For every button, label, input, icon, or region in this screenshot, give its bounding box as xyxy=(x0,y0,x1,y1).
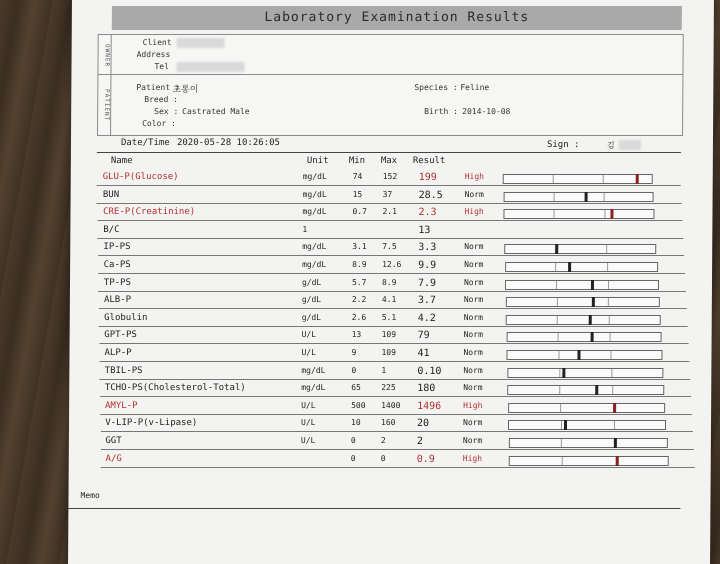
gauge-marker xyxy=(591,280,594,290)
owner-tab: OWNER xyxy=(98,35,111,77)
owner-section xyxy=(97,34,683,78)
gauge-tick xyxy=(554,210,555,218)
gauge-tick xyxy=(561,439,562,447)
result-cell: 2.3 xyxy=(418,207,437,218)
flag-cell: Norm xyxy=(463,348,483,357)
min-cell: 15 xyxy=(352,190,363,199)
result-cell: 20 xyxy=(416,418,430,429)
sex-value: Castrated Male xyxy=(182,107,250,116)
gauge-marker xyxy=(636,174,639,184)
max-cell: 2 xyxy=(380,436,386,445)
range-gauge xyxy=(504,244,656,254)
min-cell: 8.9 xyxy=(352,260,367,269)
species-label: Species : xyxy=(414,83,458,92)
gauge-marker xyxy=(616,456,619,466)
flag-cell: Norm xyxy=(462,436,483,445)
flag-cell: Norm xyxy=(463,383,483,392)
test-name: V-LIP-P(v-Lipase) xyxy=(105,418,198,428)
flag-cell: High xyxy=(462,454,483,463)
client-label: Client xyxy=(142,38,172,47)
gauge-tick xyxy=(612,386,613,394)
address-label: Address xyxy=(136,50,171,59)
flag-cell: High xyxy=(464,172,485,181)
row-divider xyxy=(101,449,694,450)
gauge-tick xyxy=(608,298,609,306)
column-unit: Unit xyxy=(306,156,329,166)
test-name: Ca-PS xyxy=(103,260,131,270)
gauge-tick xyxy=(561,421,562,429)
patient-tab: PATIENT xyxy=(98,75,111,135)
gauge-tick xyxy=(557,298,558,306)
gauge-tick xyxy=(614,421,615,429)
color-label: Color : xyxy=(142,119,176,128)
range-gauge xyxy=(508,420,666,430)
row-divider xyxy=(98,291,686,292)
gauge-marker xyxy=(588,315,591,325)
flag-cell: Norm xyxy=(462,418,483,427)
row-divider xyxy=(97,220,682,221)
gauge-tick xyxy=(558,333,559,341)
min-cell: 5.7 xyxy=(351,278,367,287)
column-max: Max xyxy=(380,156,398,166)
test-name: TP-PS xyxy=(103,278,131,288)
test-name: CRE-P(Creatinine) xyxy=(103,207,196,217)
gauge-tick xyxy=(560,404,561,412)
test-name: A/G xyxy=(105,454,122,464)
unit-cell: g/dL xyxy=(301,295,322,304)
range-gauge xyxy=(503,174,653,184)
range-gauge xyxy=(505,297,659,307)
gauge-tick xyxy=(610,333,611,341)
datetime-value: 2020-05-28 10:26:05 xyxy=(176,138,280,148)
unit-cell: mg/dL xyxy=(302,172,327,181)
result-cell: 199 xyxy=(418,172,437,183)
result-cell: 0.10 xyxy=(417,366,442,377)
range-gauge xyxy=(507,385,664,395)
patient-name: 초롱이 xyxy=(172,85,199,95)
birth-value: 2014-10-08 xyxy=(462,107,511,116)
test-name: GLU-P(Glucose) xyxy=(102,172,179,182)
gauge-tick xyxy=(603,175,604,183)
test-name: TBIL-PS xyxy=(104,366,143,376)
result-cell: 3.7 xyxy=(417,295,436,306)
gauge-tick xyxy=(604,193,605,201)
max-cell: 8.9 xyxy=(381,278,397,287)
range-gauge xyxy=(508,403,666,413)
unit-cell: U/L xyxy=(300,418,316,427)
gauge-tick xyxy=(558,351,559,359)
sign-value: 김 xyxy=(606,141,615,150)
range-gauge xyxy=(506,315,661,325)
unit-cell: mg/dL xyxy=(301,383,326,392)
test-name: IP-PS xyxy=(103,242,131,252)
species-value: Feline xyxy=(460,83,490,92)
gauge-tick xyxy=(559,386,560,394)
redacted-tel xyxy=(176,62,244,72)
gauge-marker xyxy=(611,209,614,219)
range-gauge xyxy=(505,280,659,290)
unit-cell: U/L xyxy=(300,436,316,445)
column-result: Result xyxy=(412,156,446,166)
range-gauge xyxy=(503,192,654,202)
gauge-tick xyxy=(611,369,612,377)
row-divider xyxy=(98,273,685,274)
min-cell: 0 xyxy=(350,454,356,463)
test-name: B/C xyxy=(103,225,120,235)
max-cell: 4.1 xyxy=(381,295,397,304)
gauge-marker xyxy=(596,385,599,395)
max-cell: 0 xyxy=(380,454,386,463)
gauge-tick xyxy=(611,351,612,359)
max-cell: 37 xyxy=(382,190,393,199)
max-cell: 225 xyxy=(381,383,396,392)
min-cell: 65 xyxy=(351,383,361,392)
max-cell: 160 xyxy=(380,418,396,427)
range-gauge xyxy=(506,350,662,360)
range-gauge xyxy=(503,209,654,219)
min-cell: 3.1 xyxy=(352,242,367,251)
result-cell: 13 xyxy=(418,225,431,236)
gauge-marker xyxy=(555,244,558,254)
test-name: AMYL-P xyxy=(104,401,138,411)
test-name: GGT xyxy=(105,436,122,446)
gauge-tick xyxy=(609,316,610,324)
flag-cell: High xyxy=(464,207,484,216)
test-name: TCHO-PS(Cholesterol-Total) xyxy=(104,383,246,393)
unit-cell: 1 xyxy=(302,225,308,234)
gauge-tick xyxy=(559,369,560,377)
result-cell: 2 xyxy=(416,436,423,447)
range-gauge xyxy=(507,368,664,378)
flag-cell: Norm xyxy=(463,295,484,304)
result-cell: 4.2 xyxy=(417,313,436,324)
unit-cell: g/dL xyxy=(301,278,322,287)
min-cell: 0 xyxy=(351,366,357,375)
gauge-tick xyxy=(607,263,608,271)
row-divider xyxy=(97,185,681,186)
max-cell: 1 xyxy=(381,366,387,375)
max-cell: 109 xyxy=(381,330,397,339)
unit-cell: mg/dL xyxy=(302,190,327,199)
flag-cell: Norm xyxy=(463,278,484,287)
column-name: Name xyxy=(110,156,133,166)
flag-cell: Norm xyxy=(464,260,484,269)
result-cell: 0.9 xyxy=(416,454,435,465)
max-cell: 5.1 xyxy=(381,313,397,322)
row-divider xyxy=(101,467,695,468)
unit-cell: mg/dL xyxy=(301,366,326,375)
min-cell: 10 xyxy=(350,418,361,427)
max-cell: 2.1 xyxy=(382,207,397,216)
unit-cell: U/L xyxy=(301,330,317,339)
result-cell: 7.9 xyxy=(417,278,437,289)
min-cell: 13 xyxy=(351,330,362,339)
gauge-tick xyxy=(555,263,556,271)
row-divider xyxy=(100,379,691,380)
row-divider xyxy=(99,343,688,344)
result-cell: 41 xyxy=(417,348,430,359)
max-cell: 152 xyxy=(382,172,398,181)
gauge-marker xyxy=(592,297,595,307)
row-divider xyxy=(101,431,693,432)
min-cell: 0 xyxy=(350,436,356,445)
result-cell: 180 xyxy=(417,383,436,394)
row-divider xyxy=(98,255,684,256)
row-divider xyxy=(100,414,692,415)
unit-cell: U/L xyxy=(301,401,316,410)
gauge-tick xyxy=(604,210,605,218)
gauge-marker xyxy=(590,332,593,342)
result-cell: 28.5 xyxy=(418,190,443,201)
sex-label: Sex : xyxy=(154,107,179,116)
result-cell: 1496 xyxy=(417,401,442,412)
min-cell: 9 xyxy=(351,348,357,357)
test-name: ALB-P xyxy=(103,295,132,305)
gauge-marker xyxy=(562,368,565,378)
flag-cell: High xyxy=(463,401,483,410)
patient-label: Patient : xyxy=(136,83,180,92)
min-cell: 2.6 xyxy=(351,313,367,322)
sign-label: Sign : xyxy=(546,140,580,150)
redacted-client xyxy=(177,38,225,48)
row-divider xyxy=(97,238,683,239)
unit-cell: mg/dL xyxy=(302,260,327,269)
unit-cell: U/L xyxy=(301,348,316,357)
max-cell: 7.5 xyxy=(382,242,397,251)
gauge-tick xyxy=(562,457,563,465)
result-cell: 9.9 xyxy=(418,260,437,271)
test-name: GPT-PS xyxy=(104,330,137,340)
redacted-signature xyxy=(619,140,641,150)
header-rule xyxy=(97,152,681,153)
flag-cell: Norm xyxy=(463,330,483,339)
gauge-tick xyxy=(557,316,558,324)
gauge-tick xyxy=(608,281,609,289)
range-gauge xyxy=(505,262,658,272)
report-title: Laboratory Examination Results xyxy=(112,6,682,30)
row-divider xyxy=(99,308,687,309)
row-divider xyxy=(100,396,691,397)
max-cell: 1400 xyxy=(381,401,401,410)
breed-label: Breed : xyxy=(144,95,179,104)
gauge-marker xyxy=(614,438,617,448)
gauge-marker xyxy=(564,420,567,430)
row-divider xyxy=(99,326,688,327)
min-cell: 0.7 xyxy=(352,207,367,216)
gauge-tick xyxy=(606,245,607,253)
datetime-label: Date/Time xyxy=(120,138,170,148)
flag-cell: Norm xyxy=(463,313,484,322)
flag-cell: Norm xyxy=(464,190,484,199)
gauge-marker xyxy=(577,350,580,360)
memo-rule xyxy=(68,508,680,509)
range-gauge xyxy=(509,456,669,466)
result-cell: 3.3 xyxy=(418,242,437,253)
flag-cell: Norm xyxy=(464,242,484,251)
range-gauge xyxy=(506,332,661,342)
range-gauge xyxy=(508,438,667,448)
result-cell: 79 xyxy=(417,330,430,341)
unit-cell: mg/dL xyxy=(302,207,327,216)
gauge-marker xyxy=(585,192,588,202)
test-name: BUN xyxy=(102,190,120,200)
lab-report-sheet xyxy=(68,0,714,564)
row-divider xyxy=(99,361,689,362)
test-name: ALP-P xyxy=(104,348,132,358)
min-cell: 500 xyxy=(351,401,366,410)
gauge-marker xyxy=(568,262,571,272)
gauge-tick xyxy=(553,193,554,201)
flag-cell: Norm xyxy=(463,366,483,375)
unit-cell: mg/dL xyxy=(302,242,327,251)
test-name: Globulin xyxy=(104,313,148,323)
row-divider xyxy=(97,203,682,204)
max-cell: 12.6 xyxy=(382,260,402,269)
gauge-marker xyxy=(614,403,617,413)
gauge-tick xyxy=(556,281,557,289)
tel-label: Tel xyxy=(154,62,169,71)
patient-section xyxy=(97,74,683,136)
column-min: Min xyxy=(348,156,366,166)
unit-cell: g/dL xyxy=(301,313,322,322)
min-cell: 2.2 xyxy=(351,295,367,304)
memo-label: Memo xyxy=(80,491,100,500)
gauge-tick xyxy=(553,175,554,183)
max-cell: 109 xyxy=(381,348,396,357)
birth-label: Birth : xyxy=(424,107,458,116)
min-cell: 74 xyxy=(352,172,363,181)
